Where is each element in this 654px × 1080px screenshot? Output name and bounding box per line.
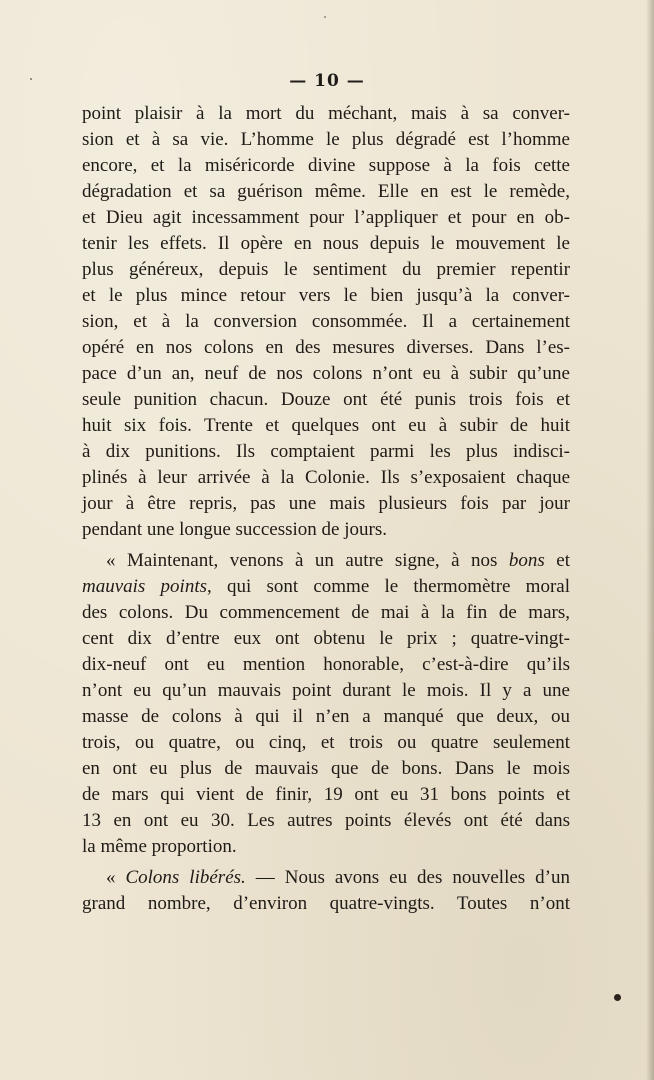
text-line — [82, 574, 570, 600]
page-number: — 10 — — [289, 71, 365, 91]
text-run: et — [544, 550, 570, 571]
text-line: seule punition chacun. Douze ont été punis trois fois et — [82, 389, 570, 410]
italic-run: mauvais points — [82, 576, 207, 597]
text-line: la même proportion. — [82, 836, 237, 857]
ink-speck — [614, 994, 621, 1001]
text-line — [82, 548, 570, 574]
text-line: jour à être repris, pas une mais plusieurs fois par jour — [82, 493, 570, 514]
page-edge-shadow — [646, 0, 654, 1080]
text-line: pendant une longue succession de jours. — [82, 519, 387, 540]
text-line: n’ont eu qu’un mauvais point durant le mois. Il y a une — [82, 680, 570, 701]
italic-run: bons — [508, 550, 545, 571]
body-text — [82, 101, 570, 917]
text-line: opéré en nos colons en des mesures diverses. Dans l’es- — [82, 337, 570, 358]
ink-speck — [30, 78, 32, 80]
text-line: à dix punitions. Ils comptaient parmi les plus indisci- — [82, 441, 570, 462]
text-line: des colons. Du commencement de mai à la fin de mars, — [82, 602, 570, 623]
text-run: , qui sont comme le thermomètre moral — [207, 576, 570, 597]
text-line: sion, et à la conversion consommée. Il a certainement — [82, 311, 570, 332]
text-line: et Dieu agit incessamment pour l’appliquer et pour en ob- — [82, 207, 570, 228]
text-line: encore, et la miséricorde divine suppose à la fois cette — [82, 155, 570, 176]
text-line: plus généreux, depuis le sentiment du premier repentir — [82, 259, 570, 280]
text-line: cent dix d’entre eux ont obtenu le prix ; quatre-vingt- — [82, 628, 570, 649]
text-line: trois, ou quatre, ou cinq, et trois ou quatre seulement — [82, 732, 570, 753]
text-line: pace d’un an, neuf de nos colons n’ont eu à subir qu’une — [82, 363, 570, 384]
text-line: en ont eu plus de mauvais que de bons. Dans le mois — [82, 758, 570, 779]
text-line: point plaisir à la mort du méchant, mais à sa conver- — [82, 103, 570, 124]
text-line: grand nombre, d’environ quatre-vingts. Toutes n’ont — [82, 893, 570, 914]
text-run: « — [106, 867, 126, 888]
text-line: 13 en ont eu 30. Les autres points élevés ont été dans — [82, 810, 570, 831]
text-line: sion et à sa vie. L’homme le plus dégradé est l’homme — [82, 129, 570, 150]
text-line: masse de colons à qui il n’en a manqué que deux, ou — [82, 706, 570, 727]
text-line — [82, 865, 570, 891]
text-line: tenir les effets. Il opère en nous depuis le mouvement le — [82, 233, 570, 254]
text-line: dix-neuf ont eu mention honorable, c’est-à-dire qu’ils — [82, 654, 570, 675]
text-run: « Maintenant, venons à un autre signe, à nos — [106, 550, 509, 571]
text-run: — Nous avons eu des nouvelles d’un — [245, 867, 570, 888]
text-line: et le plus mince retour vers le bien jusqu’à la conver- — [82, 285, 570, 306]
text-line: dégradation et sa guérison même. Elle en est le remède, — [82, 181, 570, 202]
text-line: huit six fois. Trente et quelques ont eu à subir de huit — [82, 415, 570, 436]
ink-speck — [324, 16, 326, 18]
text-line: plinés à leur arrivée à la Colonie. Ils s’exposaient chaque — [82, 467, 570, 488]
italic-run: Colons libérés. — [125, 867, 246, 888]
text-line: de mars qui vient de finir, 19 ont eu 31 bons points et — [82, 784, 570, 805]
